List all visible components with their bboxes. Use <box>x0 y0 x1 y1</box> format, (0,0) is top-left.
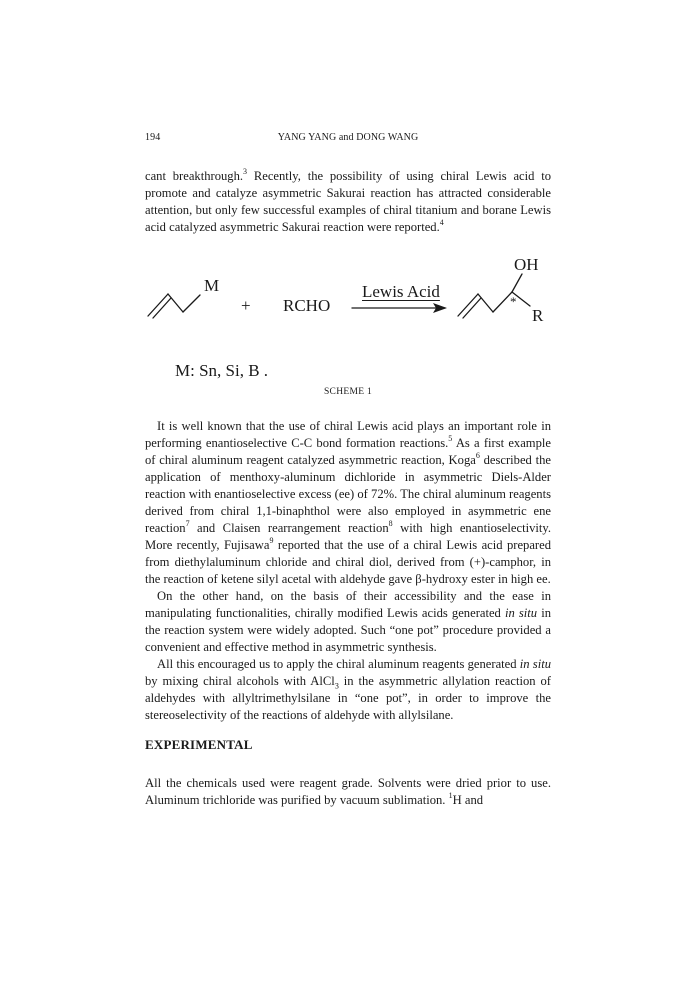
exp-superscript: 1 <box>448 791 453 801</box>
introduction-body <box>145 418 551 724</box>
paragraph-aim <box>145 656 551 724</box>
page-number: 194 <box>145 132 161 143</box>
p2-italic-in-situ: in situ <box>504 606 538 620</box>
aldehyde-label: RCHO <box>283 296 331 315</box>
p2-text-2: in the reaction system were widely adopted. Such “one pot” procedure provided a convenient and effective method in asymmetric synthesis. <box>145 606 552 654</box>
ref-9: 9 <box>269 536 274 546</box>
paragraph-lewis-acid <box>145 418 551 588</box>
ref-8: 8 <box>388 519 393 529</box>
exp-text-1: All the chemicals used were reagent grade. Solvents were dried prior to use. Aluminum trichloride was purified by vacuum sublimation. <box>145 776 551 807</box>
p3-text-1: All this encouraged us to apply the chiral aluminum reagents generated <box>157 657 520 671</box>
intro-text-1: cant breakthrough. <box>145 169 244 183</box>
stereocenter-mark: * <box>510 294 517 309</box>
p3-subscript: 3 <box>334 681 339 691</box>
p1-text-2: As a first example of chiral aluminum reagent catalyzed asymmetric reaction, Koga <box>145 436 551 467</box>
reagent-label: Lewis Acid <box>362 282 440 301</box>
p1-text-4: and Claisen rearrangement reaction <box>189 521 389 535</box>
running-title: YANG YANG and DONG WANG <box>277 132 419 143</box>
ref-6: 6 <box>475 451 480 461</box>
p1-text-5: with high enantioselectivity. More recently, Fujisawa <box>145 521 551 552</box>
plus-sign: + <box>241 296 251 315</box>
reaction-scheme <box>140 250 560 395</box>
exp-text-2: H and <box>452 793 484 807</box>
p3-text-2: by mixing chiral alcohols with AlCl <box>145 674 335 688</box>
metals-note: M: Sn, Si, B . <box>175 361 269 380</box>
intro-paragraph <box>145 168 551 236</box>
section-heading-experimental: EXPERIMENTAL <box>145 737 253 752</box>
p1-text-3: described the application of menthoxy-aluminum dichloride in asymmetric Diels-Alder reaction with enantioselective excess (ee) of 72%. The chiral aluminum reagents derived from chiral 1,1-binaphthol were also employed in asymmetric ene reaction <box>145 453 551 535</box>
p2-text-1: On the other hand, on the basis of their accessibility and the ease in manipulating functionalities, chirally modified Lewis acids generated <box>145 589 551 620</box>
ref-3: 3 <box>243 167 248 177</box>
p3-italic-in-situ: in situ <box>519 657 551 671</box>
ref-4: 4 <box>439 218 444 228</box>
paragraph-in-situ <box>145 588 551 656</box>
p1-text-6: reported that the use of a chiral Lewis acid prepared from diethylaluminum chloride and chiral diol, derived from (+)-camphor, in the reaction of ketene silyl acetal with aldehyde gave β-hydroxy ester in high ee. <box>145 538 551 586</box>
metal-label: M <box>204 276 220 295</box>
ref-7: 7 <box>185 519 190 529</box>
oh-bond <box>512 274 522 292</box>
running-head <box>145 132 551 146</box>
experimental-paragraph <box>145 775 551 809</box>
p1-text-1: It is well known that the use of chiral Lewis acid plays an important role in performing enantioselective C-C bond formation reactions. <box>145 419 551 450</box>
ref-5: 5 <box>448 434 453 444</box>
scheme-caption: SCHEME 1 <box>323 387 373 397</box>
intro-text-2: Recently, the possibility of using chiral Lewis acid to promote and catalyze asymmetric Sakurai reaction has attracted considerable attention, but only few successful examples of chiral titanium and borane Lewis acid catalyzed asymmetric Sakurai reaction were reported. <box>145 169 551 234</box>
p3-text-3: in the asymmetric allylation reaction of aldehydes with allyltrimethylsilane in “one pot”, in order to improve the stereoselectivity of the reactions of aldehyde with allylsilane. <box>145 674 551 722</box>
r-group-label: R <box>532 306 544 325</box>
hydroxyl-label: OH <box>514 255 539 274</box>
